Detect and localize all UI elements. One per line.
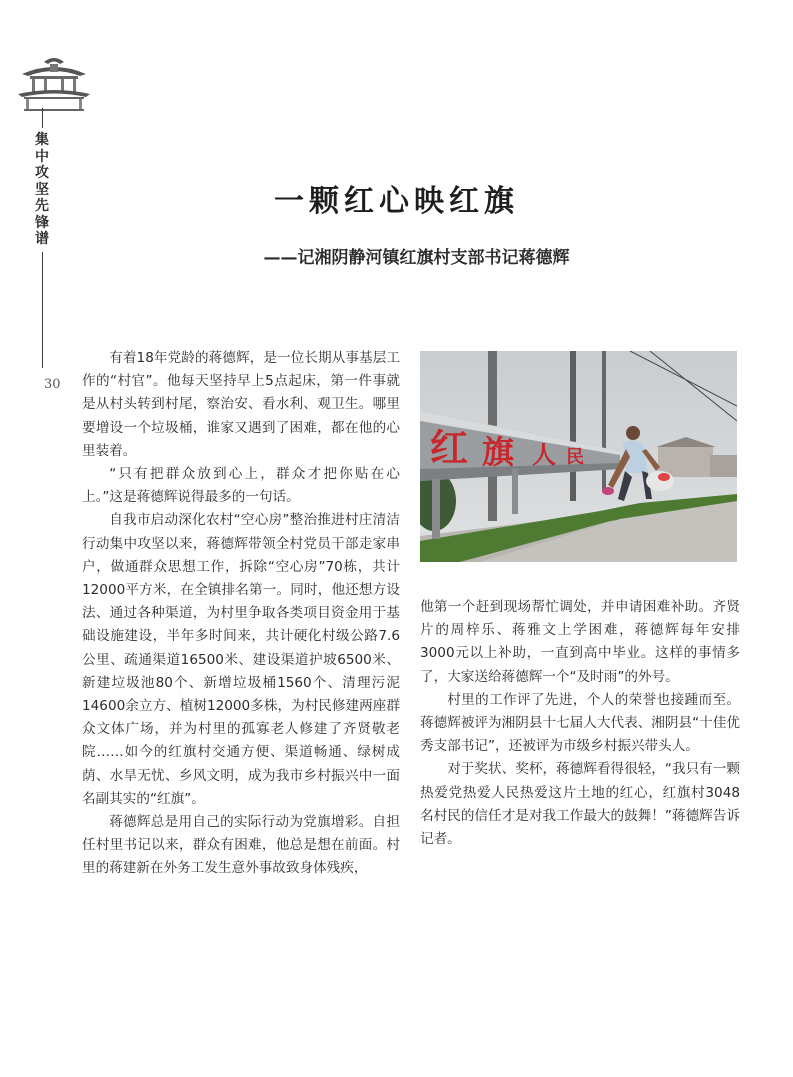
article-photo — [420, 351, 737, 562]
section-title-char: 先 — [35, 198, 49, 214]
pavilion-emblem-icon — [14, 52, 94, 112]
article-subtitle: ——记湘阴静河镇红旗村支部书记蒋德辉 — [263, 248, 570, 268]
section-title-char: 攻 — [35, 165, 49, 181]
paragraph: 他第一个赶到现场帮忙调处，并申请困难补助。齐贤片的周梓乐、蒋雅文上学困难，蒋德辉每年安排3000元以上补助，一直到高中毕业。这样的事情多了，大家送给蒋德辉一个“及时雨”的外号。 — [420, 599, 740, 685]
paragraph: “只有把群众放到心上，群众才把你贴在心上。”这是蒋德辉说得最多的一句话。 — [82, 466, 400, 506]
section-title-char: 中 — [35, 148, 49, 165]
article-title: 一颗红心映红旗 — [274, 184, 519, 219]
right-column — [420, 596, 740, 851]
section-title-char: 坚 — [35, 181, 49, 198]
guardrail-char: 民 — [566, 447, 584, 468]
section-title-char: 集 — [35, 132, 49, 148]
guardrail-char: 旗 — [482, 433, 515, 471]
left-column — [82, 347, 400, 881]
paragraph: 对于奖状、奖杯，蒋德辉看得很轻，“我只有一颗热爱党热爱人民热爱这片土地的红心，红旗村3048名村民的信任才是对我工作最大的鼓舞！”蒋德辉告诉记者。 — [420, 761, 740, 848]
section-title-char: 谱 — [35, 231, 49, 247]
guardrail-char: 人 — [532, 441, 556, 469]
paragraph: 村里的工作评了先进，个人的荣誉也接踵而至。蒋德辉被评为湘阴县十七届人大代表、湘阴县“十佳优秀支部书记”，还被评为市级乡村振兴带头人。 — [420, 691, 740, 755]
guardrail-char: 红 — [430, 426, 469, 470]
paragraph: 有着18年党龄的蒋德辉，是一位长期从事基层工作的“村官”。他每天坚持早上5点起床，第一件事就是从村头转到村尾，察治安、看水利、观卫生。哪里要增设一个垃圾桶，谁家又遇到了困难，都在他的心里装着。 — [82, 350, 400, 459]
paragraph: 蒋德辉总是用自己的实际行动为党旗增彩。自担任村里书记以来，群众有困难，他总是想在前面。村里的蒋建新在外务工发生意外事故致身体残疾， — [82, 814, 400, 877]
paragraph: 自我市启动深化农村“空心房”整治推进村庄清洁行动集中攻坚以来，蒋德辉带领全村党员干部走家串户，做通群众思想工作，拆除“空心房”70栋，共计12000平方米，在全镇排名第一。同时，他还想方设法、通过各种渠道，为村里争取各类项目资金用于基础设施建设，半年多时间来，共计硬化村级公路7.6公里、疏通渠道16500米、建设渠道护坡6500米、新建垃圾池80个、新增垃圾桶1560个、清理污泥14600余立方、植树12000多株，为村民修建两座群众文体广场，并为村里的孤寡老人修建了齐贤敬老院……如今的红旗村交通方便、渠道畅通、绿树成荫、水旱无忧、乡风文明，成为我市乡村振兴中一面名副其实的“红旗”。 — [82, 512, 400, 807]
page-number: 30 — [44, 377, 61, 392]
section-title-char: 锋 — [35, 214, 49, 231]
